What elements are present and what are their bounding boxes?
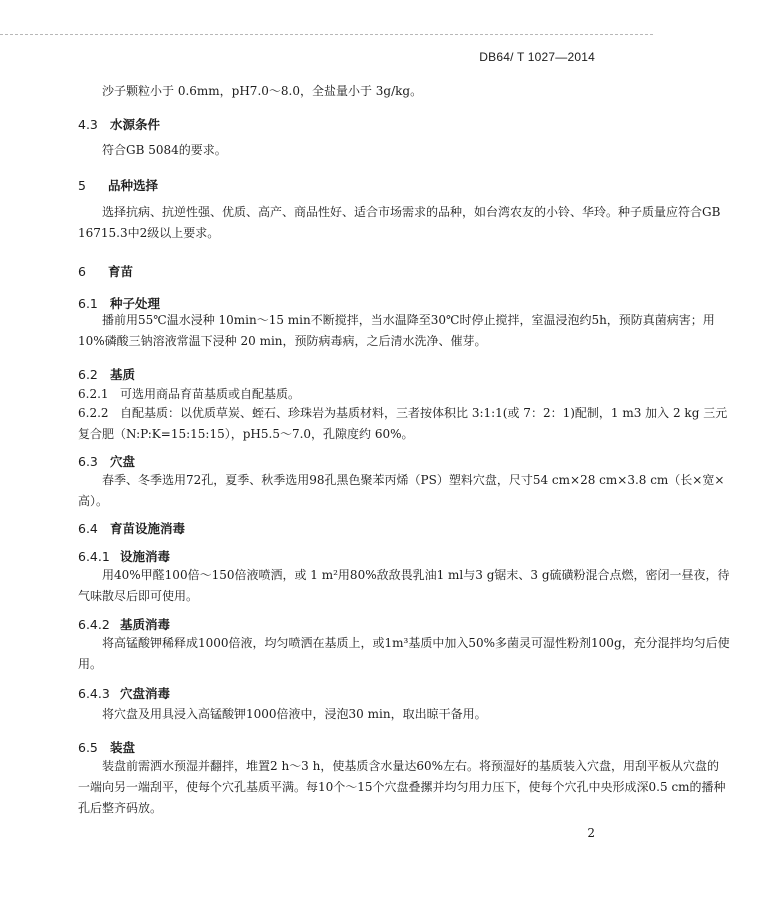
- header-rule: [0, 34, 653, 35]
- section-number: 4.3: [78, 117, 98, 132]
- clause-6-2-2: [0, 403, 781, 445]
- paragraph-text: 将穴盘及用具浸入高锰酸钾1000倍液中，浸泡30 min，取出晾干备用。: [102, 707, 487, 721]
- section-title: 装盘: [110, 740, 136, 755]
- paragraph-text: 选择抗病、抗逆性强、优质、高产、商品性好、适合市场需求的品种，如台湾农友的小铃、华玲。种子质量应符合GB 16715.3中2级以上要求。: [78, 205, 721, 240]
- section-title: 基质消毒: [120, 617, 171, 632]
- section-title: 水源条件: [110, 117, 161, 132]
- section-number: 6: [78, 264, 86, 279]
- section-title: 基质: [110, 367, 136, 382]
- section-title: 育苗设施消毒: [110, 521, 186, 536]
- paragraph-text: 将高锰酸钾稀释成1000倍液，均匀喷洒在基质上，或1m³基质中加入50%多菌灵可湿性粉剂100g，充分混拌均匀后使用。: [78, 636, 730, 671]
- heading-6-4-3: [0, 684, 653, 702]
- document-id: DB64/ T 1027—2014: [479, 50, 595, 64]
- paragraph-text: 用40%甲醛100倍～150倍液喷洒，或 1 m²用80%敌敌畏乳油1 ml与3 g锯末、3 g硫磺粉混合点燃，密闭一昼夜，待气味散尽后即可使用。: [78, 568, 730, 603]
- page-number: 2: [587, 826, 595, 840]
- section-number: 6.4: [78, 521, 98, 536]
- paragraph-4-3: [0, 140, 781, 161]
- paragraph-6-4-1: [0, 565, 781, 607]
- section-title: 品种选择: [108, 178, 159, 193]
- clause-6-2-1: [0, 384, 781, 405]
- paragraph-text: 春季、冬季选用72孔，夏季、秋季选用98孔黑色聚苯丙烯（PS）塑料穴盘，尺寸54 cm×28 cm×3.8 cm（长×宽×高）。: [78, 473, 725, 508]
- paragraph-6-3: [0, 470, 781, 512]
- clause-text: 可选用商品育苗基质或自配基质。: [120, 387, 301, 401]
- heading-6-5: [0, 738, 653, 756]
- clause-number: 6.2.2: [78, 406, 109, 420]
- paragraph-5: [0, 202, 781, 244]
- section-number: 6.4.1: [78, 549, 110, 564]
- heading-6: [0, 262, 653, 280]
- heading-5: [0, 176, 653, 194]
- section-number: 6.1: [78, 296, 98, 311]
- paragraph-6-5: [0, 756, 781, 819]
- section-title: 种子处理: [110, 296, 161, 311]
- section-title: 穴盘: [110, 454, 136, 469]
- section-title: 育苗: [108, 264, 134, 279]
- section-number: 6.4.3: [78, 686, 110, 701]
- clause-number: 6.2.1: [78, 387, 109, 401]
- paragraph-text: 播前用55℃温水浸种 10min～15 min不断搅拌，当水温降至30℃时停止搅拌，室温浸泡约5h，预防真菌病害；用10%磷酸三钠溶液常温下浸种 20 min，预防病毒病，之后清水洗净、催芽。: [78, 313, 715, 348]
- section-title: 穴盘消毒: [120, 686, 171, 701]
- heading-6-3: [0, 452, 653, 470]
- heading-6-2: [0, 365, 653, 383]
- paragraph-text: 沙子颗粒小于 0.6mm，pH7.0～8.0，全盐量小于 3g/kg。: [102, 84, 423, 98]
- section-number: 6.4.2: [78, 617, 110, 632]
- section-title: 设施消毒: [120, 549, 171, 564]
- heading-6-4: [0, 519, 653, 537]
- section-number: 6.3: [78, 454, 98, 469]
- section-number: 6.5: [78, 740, 98, 755]
- paragraph-6-1: [0, 310, 781, 352]
- section-number: 5: [78, 178, 86, 193]
- paragraph-text: 装盘前需洒水预湿并翻拌，堆置2 h～3 h，使基质含水量达60%左右。将预湿好的基质装入穴盘，用刮平板从穴盘的一端向另一端刮平，使每个穴孔基质平满。每10个～15个穴盘叠摞并均匀用力压下，使每个穴孔中央形成深0.5 cm的播种孔后整齐码放。: [78, 759, 726, 815]
- section-number: 6.2: [78, 367, 98, 382]
- paragraph-6-4-2: [0, 633, 781, 675]
- heading-6-4-1: [0, 547, 653, 565]
- heading-6-4-2: [0, 615, 653, 633]
- paragraph-6-4-3: [0, 704, 781, 725]
- heading-4-3: [0, 115, 653, 133]
- paragraph-text: 符合GB 5084的要求。: [102, 143, 227, 157]
- paragraph-sand: [0, 81, 781, 102]
- clause-text: 自配基质：以优质草炭、蛭石、珍珠岩为基质材料，三者按体积比 3:1:1(或 7：2：1)配制，1 m3 加入 2 kg 三元复合肥（N:P:K=15:15:15），pH5.5～7.0，孔隙度约 60%。: [78, 406, 728, 441]
